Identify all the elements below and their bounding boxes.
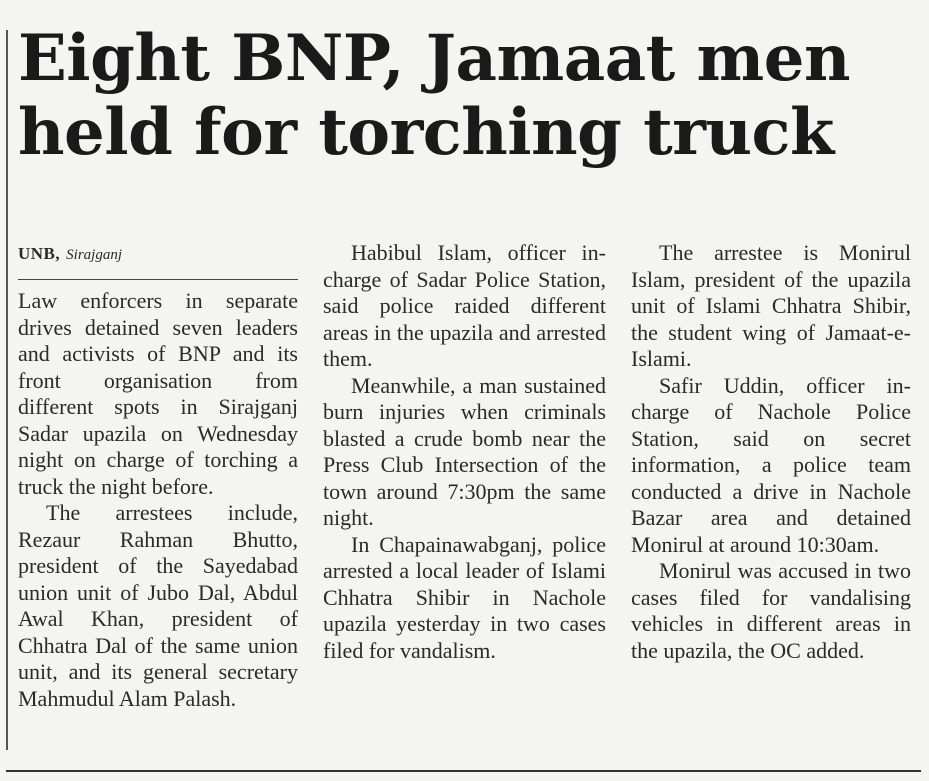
paragraph: Meanwhile, a man sustained burn injuries when criminals blasted a crude bomb near the Press Club Intersection of the town around 7:30pm the same night. bbox=[323, 372, 606, 530]
article-column-1 bbox=[18, 240, 298, 712]
paragraph: Law enforcers in separate drives detained seven leaders and activists of BNP and its front organisation from different spots in Sirajganj Sadar upazila on Wednesday night on charge of torching a truck the night before. bbox=[18, 288, 298, 499]
paragraph: In Chapainawabganj, police arrested a local leader of Islami Chhatra Shibir in Nachole upazila yesterday in two cases filed for vandalism. bbox=[323, 531, 606, 663]
article-column-2 bbox=[323, 240, 606, 664]
headline-line-2: held for torching truck bbox=[18, 95, 834, 170]
bottom-rule bbox=[6, 770, 921, 772]
byline bbox=[18, 240, 298, 280]
article-column-3 bbox=[631, 240, 911, 664]
byline-agency: UNB, bbox=[18, 244, 61, 263]
paragraph: Monirul was accused in two cases filed for vandalising vehicles in different areas in the upazila, the OC added. bbox=[631, 558, 911, 663]
left-column-rule bbox=[6, 30, 8, 750]
paragraph: The arrestees include, Rezaur Rahman Bhutto, president of the Sayedabad union unit of Jubo Dal, Abdul Awal Khan, president of Chhatra Dal of the same union unit, and its general secretary Mahmudul Alam Palash. bbox=[18, 500, 298, 711]
paragraph: The arrestee is Monirul Islam, president of the upazila unit of Islami Chhatra Shibir, the student wing of Jamaat-e-Islami. bbox=[631, 240, 911, 371]
byline-place: Sirajganj bbox=[66, 247, 122, 263]
paragraph: Habibul Islam, officer in-charge of Sadar Police Station, said police raided different areas in the upazila and arrested them. bbox=[323, 240, 606, 371]
paragraph: Safir Uddin, officer in-charge of Nachole Police Station, said on secret information, a police team conducted a drive in Nachole Bazar area and detained Monirul at around 10:30am. bbox=[631, 372, 911, 557]
headline-line-1: Eight BNP, Jamaat men bbox=[18, 21, 850, 96]
headline bbox=[18, 22, 918, 170]
